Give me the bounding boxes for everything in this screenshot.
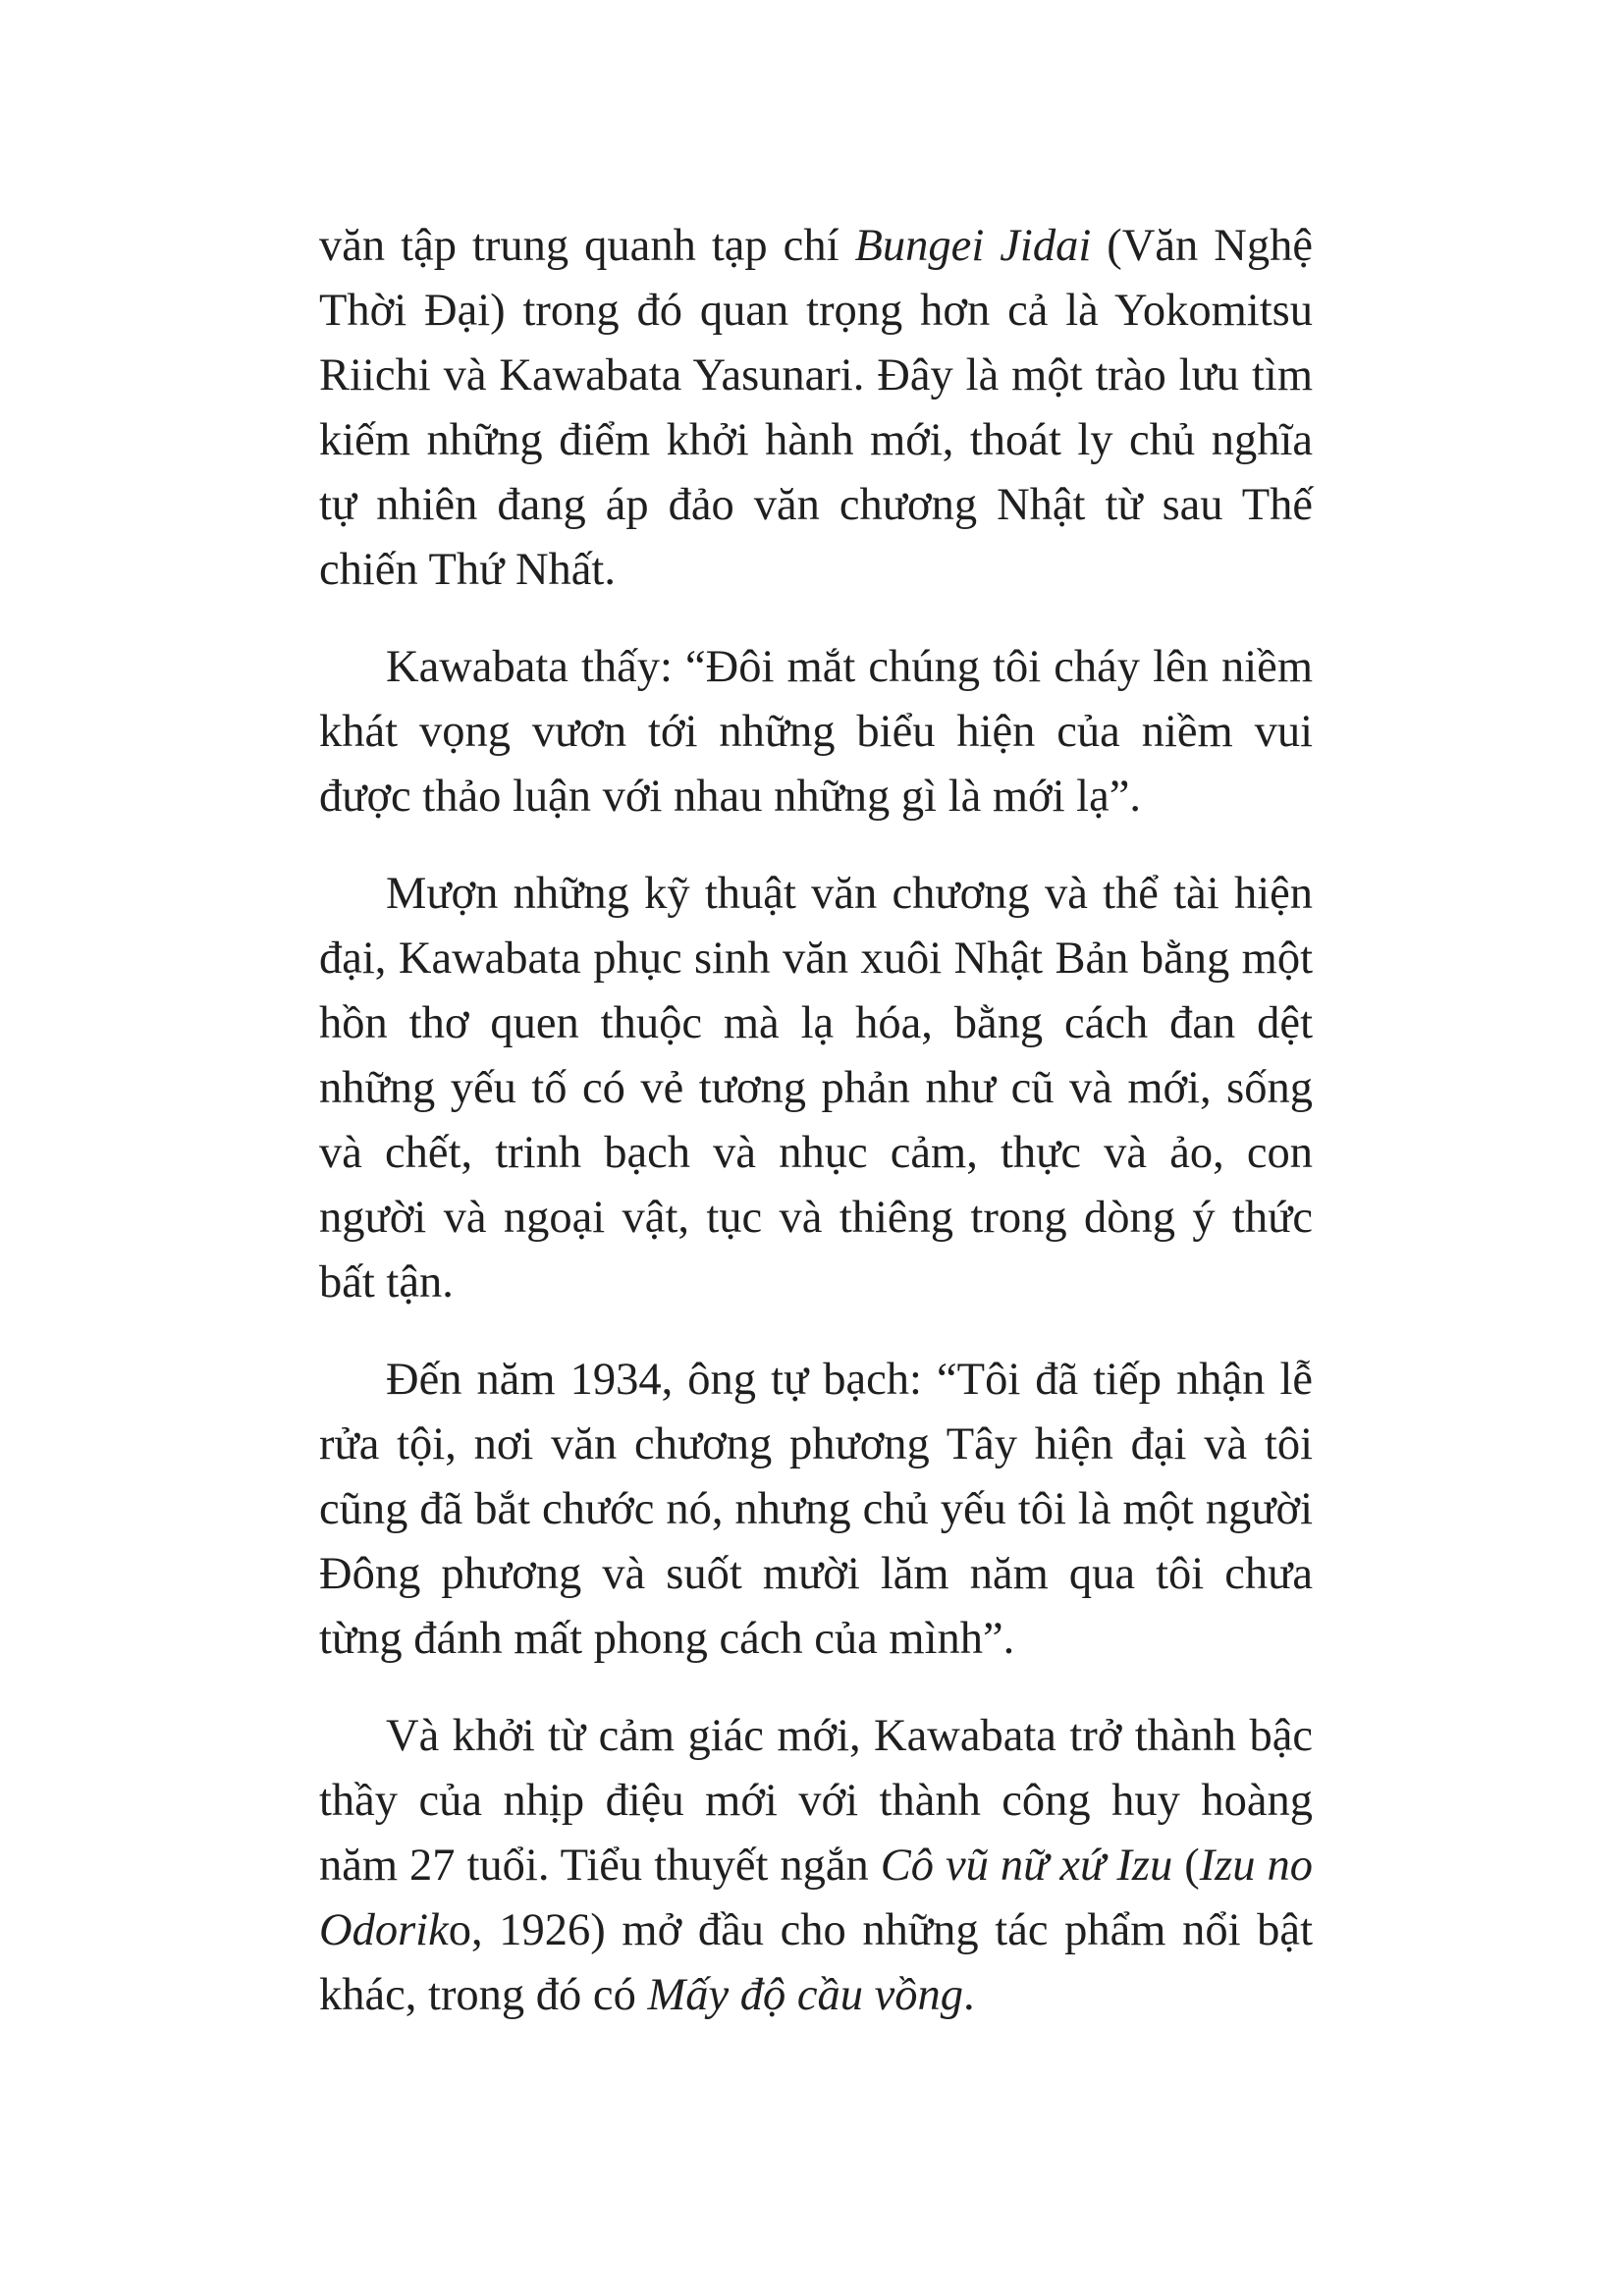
- text-segment: o, 1926) mở đầu cho những tác phẩm nổi bật khác, trong đó có: [319, 1905, 1313, 2020]
- text-segment: Mượn những kỹ thuật văn chương và thể tài hiện đại, Kawabata phục sinh văn xuôi Nhật Bản bằng một hồn thơ quen thuộc mà lạ hóa, bằng cách đan dệt những yếu tố có vẻ tương phản như cũ và mới, sống và chết, trinh bạch và nhục cảm, thực và ảo, con người và ngoại vật, tục và thiêng trong dòng ý thức bất tận.: [319, 869, 1313, 1308]
- text-segment: Kawabata thấy: “Đôi mắt chúng tôi cháy lên niềm khát vọng vươn tới những biểu hiện của niềm vui được thảo luận với nhau những gì là mới lạ”.: [319, 642, 1313, 822]
- text-segment: Và khởi từ cảm giác mới, Kawabata trở thành bậc thầy của nhịp điệu mới với thành công huy hoàng năm 27 tuổi. Tiểu thuyết ngắn: [319, 1711, 1313, 1891]
- book-title-original: Izu no Odorik: [319, 1841, 1313, 1955]
- text-segment: văn tập trung quanh tạp chí: [319, 221, 855, 271]
- paragraph-4: [319, 1348, 1313, 1672]
- text-segment: (Văn Nghệ Thời Đại) trong đó quan trọng hơn cả là Yokomitsu Riichi và Kawabata Yasunari. Đây là một trào lưu tìm kiếm những điểm khởi hành mới, thoát ly chủ nghĩa tự nhiên đang áp đảo văn chương Nhật từ sau Thế chiến Thứ Nhất.: [319, 221, 1313, 595]
- magazine-title: Bungei Jidai: [854, 221, 1092, 271]
- paragraph-3: [319, 862, 1313, 1315]
- paragraph-5: [319, 1704, 1313, 2028]
- text-segment: Đến năm 1934, ông tự bạch: “Tôi đã tiếp nhận lễ rửa tội, nơi văn chương phương Tây hiện đại và tôi cũng đã bắt chước nó, nhưng chủ yếu tôi là một người Đông phương và suốt mười lăm năm qua tôi chưa từng đánh mất phong cách của mình”.: [319, 1355, 1313, 1664]
- paragraph-2: [319, 635, 1313, 829]
- text-segment: .: [962, 1970, 975, 2020]
- book-title: Mấy độ cầu vồng: [647, 1970, 963, 2020]
- book-title: Cô vũ nữ xứ Izu: [880, 1841, 1173, 1891]
- text-segment: (: [1172, 1841, 1200, 1891]
- paragraph-1: [319, 214, 1313, 603]
- page-body: [319, 214, 1313, 2028]
